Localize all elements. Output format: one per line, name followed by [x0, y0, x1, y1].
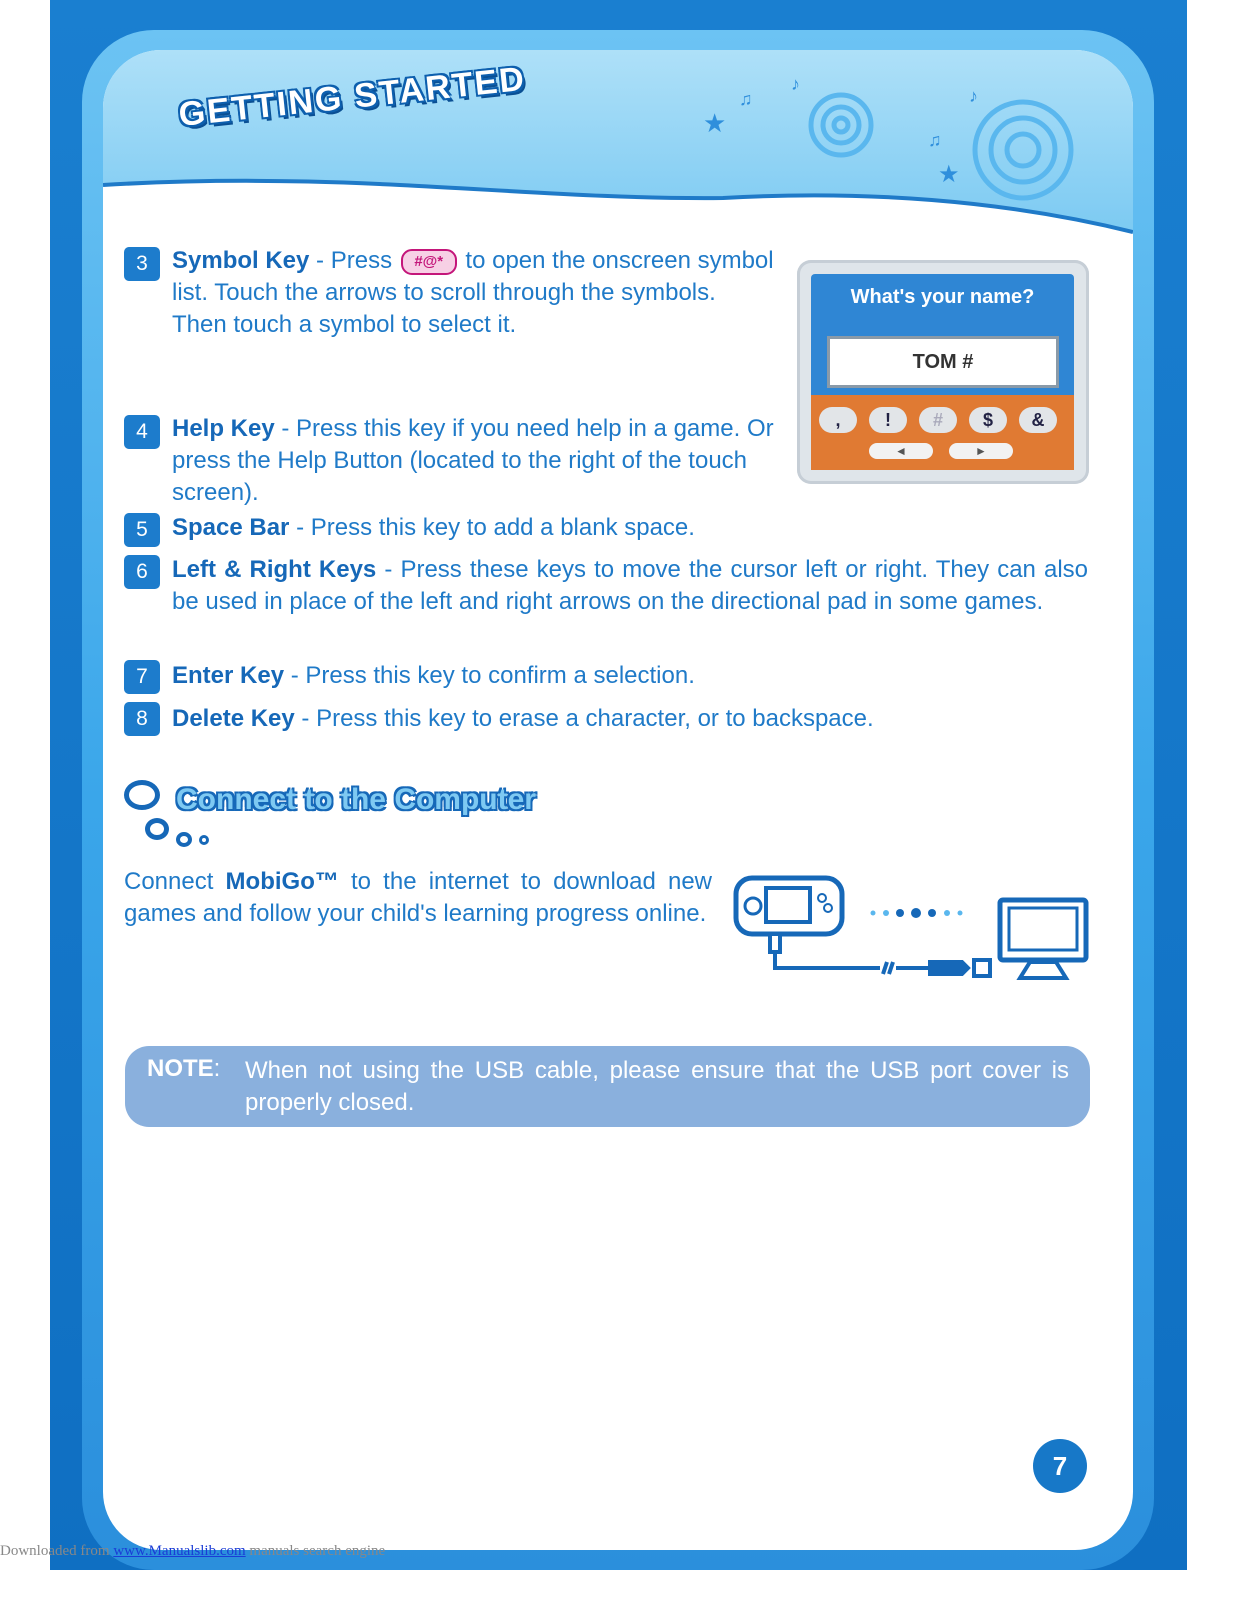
- list-item-symbol-key: [172, 245, 776, 341]
- item-text: - Press this key to add a blank space.: [289, 514, 695, 541]
- step-number: 3: [124, 247, 160, 281]
- section-title: Connect to the Computer: [176, 783, 536, 816]
- list-item-help-key: [172, 413, 776, 509]
- svg-text:♫: ♫: [928, 130, 942, 150]
- symbol-button: ,: [819, 407, 857, 433]
- step-number: 7: [124, 660, 160, 694]
- footer-text: Downloaded from: [0, 1543, 114, 1559]
- header-banner: [103, 50, 1133, 250]
- item-key: Help Key: [172, 415, 275, 442]
- bubble-icon: [176, 832, 192, 847]
- note-box: [125, 1046, 1090, 1127]
- screen-question: What's your name?: [850, 286, 1035, 308]
- dotted-connection-icon: [871, 908, 963, 918]
- page-title: GETTING STARTED: [176, 59, 528, 135]
- svg-text:★: ★: [703, 108, 727, 138]
- symbol-list: [811, 395, 1074, 470]
- note-label: [147, 1055, 220, 1083]
- item-key: Symbol Key: [172, 247, 310, 274]
- manualslib-link[interactable]: www.Manualslib.com: [113, 1543, 246, 1559]
- svg-text:♪: ♪: [969, 86, 978, 106]
- mobigo-device-icon: [736, 878, 842, 934]
- bubble-icon: [124, 780, 160, 810]
- item-text: - Press this key if you need help in a game. Or press the Help Button (located to the right of the touch screen).: [172, 415, 774, 506]
- symbol-button: !: [869, 407, 907, 433]
- item-key: Space Bar: [172, 514, 290, 541]
- note-colon: :: [213, 1055, 221, 1082]
- item-key: Delete Key: [172, 705, 295, 732]
- list-item-delete-key: [172, 703, 1088, 735]
- arrow-left-icon: ◄: [869, 443, 933, 459]
- item-text: - Press this key to erase a character, or to backspace.: [294, 705, 874, 732]
- computer-monitor-icon: [1000, 900, 1086, 978]
- item-key: Enter Key: [172, 662, 285, 689]
- svg-text:♪: ♪: [791, 74, 800, 94]
- name-field: TOM #: [827, 336, 1059, 388]
- usb-cable-icon: [770, 934, 990, 976]
- list-item-space-bar: [172, 512, 1088, 544]
- bubble-icon: [199, 835, 209, 845]
- page-number: 7: [1033, 1439, 1087, 1493]
- symbol-button: &: [1019, 407, 1057, 433]
- item-text: - Press: [309, 247, 399, 274]
- item-text: to open the onscreen symbol list. Touch the arrows to scroll through the symbols. Then touch a symbol to select it.: [172, 247, 774, 338]
- note-text: When not using the USB cable, please ensure that the USB port cover is properly closed.: [245, 1057, 1069, 1116]
- name-entry-screenshot: [797, 260, 1089, 484]
- footer: [0, 1543, 385, 1560]
- device-connection-illustration: [730, 872, 1092, 994]
- symbol-key-icon: #@*: [401, 249, 457, 275]
- svg-text:♫: ♫: [739, 89, 753, 109]
- step-number: 5: [124, 513, 160, 547]
- svg-text:★: ★: [938, 161, 960, 188]
- step-number: 8: [124, 702, 160, 736]
- item-key: Left & Right Keys: [172, 556, 377, 583]
- footer-text: manuals search engine: [245, 1543, 386, 1559]
- brand-name: MobiGo™: [225, 868, 339, 895]
- step-number: 4: [124, 415, 160, 449]
- bubble-icon: [145, 818, 169, 840]
- item-text: - Press these keys to move the cursor left or right. They can also be used in place of the left and right arrows on the directional pad in some games.: [172, 556, 1089, 615]
- connect-paragraph: [124, 866, 712, 930]
- symbol-button: #: [919, 407, 957, 433]
- symbol-button: $: [969, 407, 1007, 433]
- list-item-left-right-keys: [172, 554, 1088, 618]
- list-item-enter-key: [172, 660, 1088, 692]
- header-wave: [103, 50, 1133, 250]
- arrow-right-icon: ►: [949, 443, 1013, 459]
- step-number: 6: [124, 555, 160, 589]
- connect-text: to the internet to download new games and follow your child's learning progress online.: [124, 868, 712, 927]
- item-text: - Press this key to confirm a selection.: [284, 662, 695, 689]
- note-label-text: NOTE: [147, 1055, 214, 1082]
- connect-text: Connect: [124, 868, 226, 895]
